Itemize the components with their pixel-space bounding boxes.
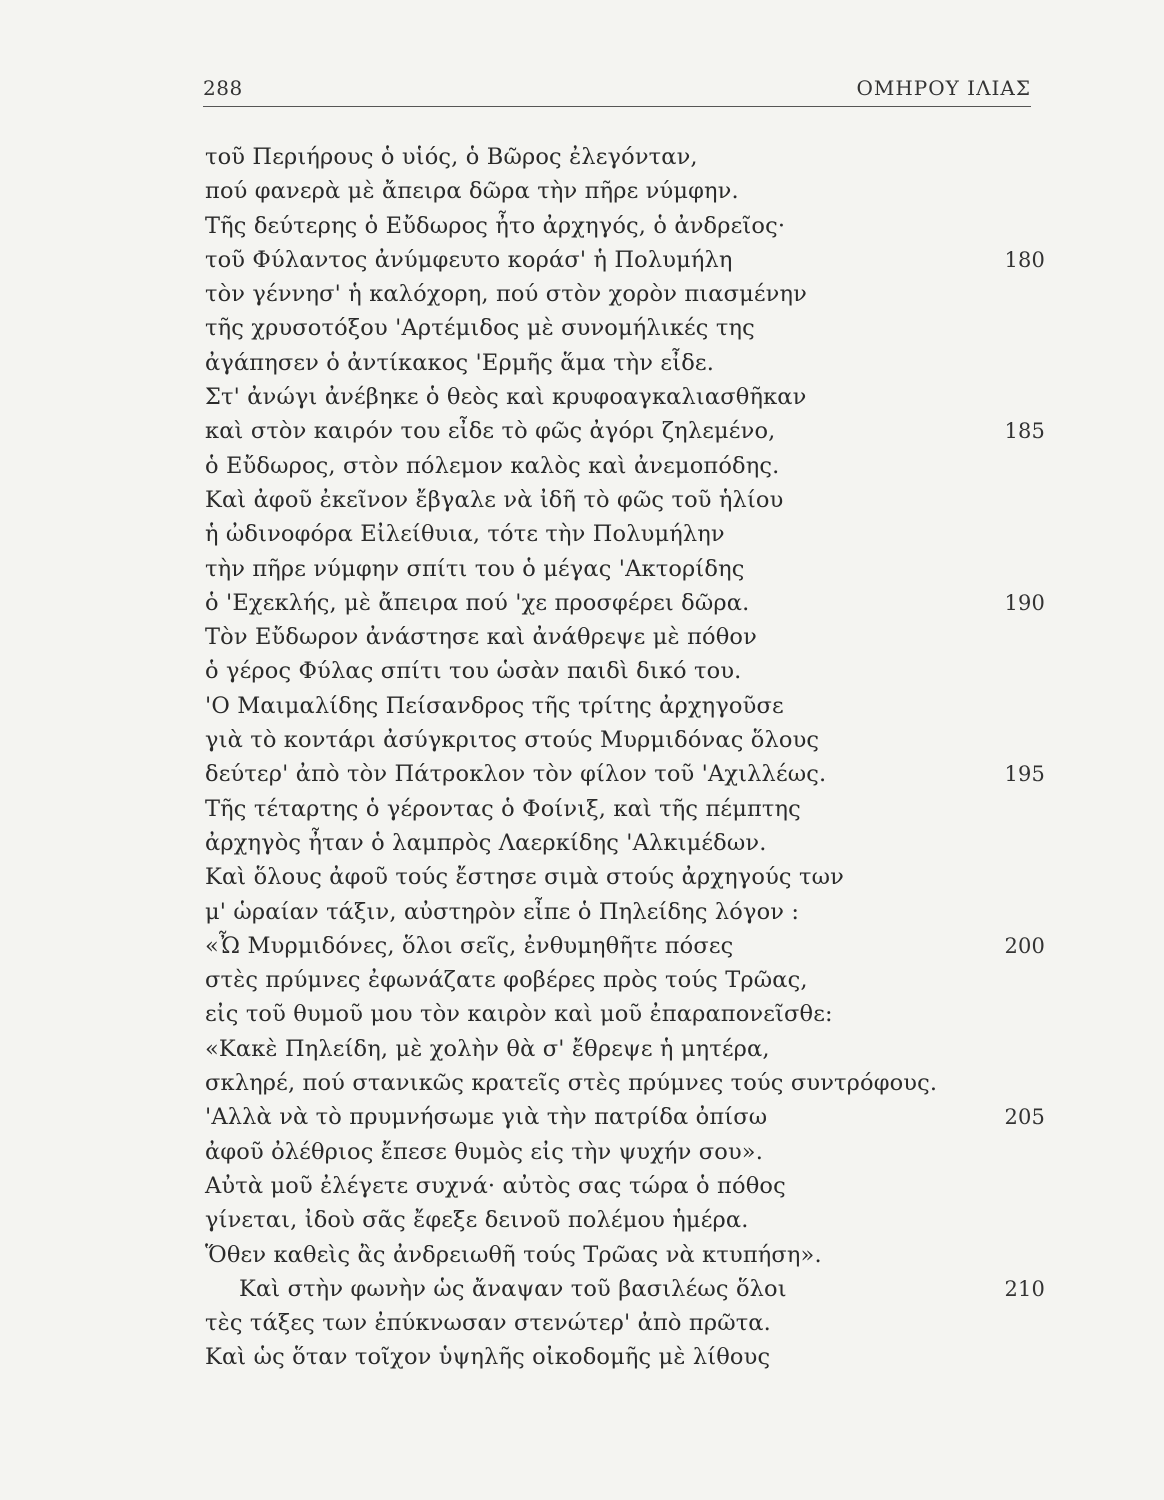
page-number: 288 — [203, 76, 243, 100]
verse-line — [205, 517, 1045, 551]
verse-text: στὲς πρύμνες ἐφωνάζατε φοβέρες πρὸς τούς Τρῶας, — [205, 967, 808, 994]
verse-text: ἡ ὠδινοφόρα Εἰλείθυια, τότε τὴν Πολυμήλην — [205, 521, 725, 548]
verse-text: ἀρχηγὸς ἦταν ὁ λαμπρὸς Λαερκίδης 'Αλκιμέδων. — [205, 829, 767, 856]
verse-number: 205 — [1004, 1105, 1045, 1130]
verse-line — [205, 552, 1045, 586]
verse-line — [205, 963, 1045, 997]
verse-text: καὶ στὸν καιρόν του εἶδε τὸ φῶς ἀγόρι ζηλεμένο, — [205, 418, 776, 445]
verse-text: 'Ο Μαιμαλίδης Πείσανδρος τῆς τρίτης ἀρχηγοῦσε — [205, 692, 784, 719]
verse-line — [205, 1306, 1045, 1340]
verse-text: ὁ γέρος Φύλας σπίτι του ὡσὰν παιδὶ δικό του. — [205, 658, 742, 685]
verse-line — [205, 1032, 1045, 1066]
verse-line — [205, 483, 1045, 517]
verse-text: Καὶ ἀφοῦ ἐκεῖνον ἔβγαλε νὰ ἰδῆ τὸ φῶς τοῦ ἡλίου — [205, 486, 784, 513]
verse-number: 210 — [1004, 1276, 1045, 1301]
verse-line — [205, 620, 1045, 654]
verse-text: Καὶ ὡς ὅταν τοῖχον ὑψηλῆς οἰκοδομῆς μὲ λίθους — [205, 1344, 771, 1371]
verse-line — [205, 449, 1045, 483]
verse-text: 'Αλλὰ νὰ τὸ πρυμνήσωμε γιὰ τὴν πατρίδα ὀπίσω — [205, 1104, 768, 1131]
verse-text: τὲς τάξες των ἐπύκνωσαν στενώτερ' ἀπὸ πρῶτα. — [205, 1310, 771, 1337]
verse-line — [205, 826, 1045, 860]
verse-line — [205, 1203, 1045, 1237]
verse-line — [205, 346, 1045, 380]
verse-line — [205, 1238, 1045, 1272]
verse-text: τὴν πῆρε νύμφην σπίτι του ὁ μέγας 'Ακτορίδης — [205, 555, 745, 582]
verse-line — [205, 929, 1045, 963]
verse-line — [205, 654, 1045, 688]
running-title: ΟΜΗΡΟΥ ΙΛΙΑΣ — [856, 76, 1031, 100]
verse-line — [205, 895, 1045, 929]
verse-text: τῆς χρυσοτόξου 'Αρτέμιδος μὲ συνομήλικές της — [205, 315, 755, 342]
verse-line — [205, 586, 1045, 620]
verse-line — [205, 860, 1045, 894]
verse-text: Τὸν Εὔδωρον ἀνάστησε καὶ ἀνάθρεψε μὲ πόθον — [205, 624, 757, 651]
verse-line — [205, 1272, 1045, 1306]
verse-text: ἀφοῦ ὀλέθριος ἔπεσε θυμὸς εἰς τὴν ψυχήν σου». — [205, 1138, 764, 1165]
verse-line — [205, 243, 1045, 277]
verse-line — [205, 1100, 1045, 1134]
verse-text: Ὅθεν καθεὶς ἂς ἀνδρειωθῆ τούς Τρῶας νὰ κτυπήση». — [205, 1241, 822, 1268]
verse-line — [205, 689, 1045, 723]
page-header — [203, 72, 1031, 107]
verse-text: γίνεται, ἰδοὺ σᾶς ἔφεξε δεινοῦ πολέμου ἡμέρα. — [205, 1207, 749, 1234]
verse-text: Αὐτὰ μοῦ ἐλέγετε συχνά· αὐτὸς σας τώρα ὁ πόθος — [205, 1172, 786, 1199]
verse-line — [205, 311, 1045, 345]
verse-text: τὸν γέννησ' ἡ καλόχορη, πού στὸν χορὸν πιασμένην — [205, 281, 807, 308]
verse-line — [205, 997, 1045, 1031]
verse-text: σκληρέ, πού στανικῶς κρατεῖς στὲς πρύμνες τούς συντρόφους. — [205, 1070, 938, 1097]
verse-text: Τῆς δεύτερης ὁ Εὔδωρος ἦτο ἀρχηγός, ὁ ἀνδρεῖος· — [205, 212, 786, 239]
verse-text: εἰς τοῦ θυμοῦ μου τὸν καιρὸν καὶ μοῦ ἐπαραπονεῖσθε: — [205, 1001, 833, 1028]
verse-number: 185 — [1004, 419, 1045, 444]
verse-text: πού φανερὰ μὲ ἄπειρα δῶρα τὴν πῆρε νύμφην. — [205, 178, 739, 205]
verse-line — [205, 414, 1045, 448]
verse-text: Καὶ στὴν φωνὴν ὡς ἄναψαν τοῦ βασιλέως ὅλοι — [239, 1275, 787, 1302]
verse-text: «Ὦ Μυρμιδόνες, ὅλοι σεῖς, ἐνθυμηθῆτε πόσες — [205, 932, 734, 959]
verse-line — [205, 174, 1045, 208]
verse-text: τοῦ Φύλαντος ἀνύμφευτο κοράσ' ἡ Πολυμήλη — [205, 246, 733, 273]
verse-line — [205, 380, 1045, 414]
verse-text: δεύτερ' ἀπὸ τὸν Πάτροκλον τὸν φίλον τοῦ 'Αχιλλέως. — [205, 761, 827, 788]
verse-text-block — [205, 140, 1045, 1375]
verse-number: 200 — [1004, 933, 1045, 958]
verse-text: ὁ Εὔδωρος, στὸν πόλεμον καλὸς καὶ ἀνεμοπόδης. — [205, 452, 780, 479]
verse-text: «Κακὲ Πηλείδη, μὲ χολὴν θὰ σ' ἔθρεψε ἡ μητέρα, — [205, 1035, 770, 1062]
verse-line — [205, 723, 1045, 757]
verse-line — [205, 277, 1045, 311]
verse-number: 180 — [1004, 247, 1045, 272]
verse-text: Καὶ ὅλους ἀφοῦ τούς ἔστησε σιμὰ στούς ἀρχηγούς των — [205, 864, 844, 891]
verse-text: Τῆς τέταρτης ὁ γέροντας ὁ Φοίνιξ, καὶ τῆς πέμπτης — [205, 795, 801, 822]
verse-number: 190 — [1004, 590, 1045, 615]
verse-text: γιὰ τὸ κοντάρι ἀσύγκριτος στούς Μυρμιδόνας ὅλους — [205, 727, 820, 754]
verse-text: ἀγάπησεν ὁ ἀντίκακος 'Ερμῆς ἅμα τὴν εἶδε. — [205, 349, 715, 376]
verse-line — [205, 209, 1045, 243]
verse-text: Στ' ἀνώγι ἀνέβηκε ὁ θεὸς καὶ κρυφοαγκαλιασθῆκαν — [205, 384, 807, 411]
verse-line — [205, 792, 1045, 826]
verse-line — [205, 1169, 1045, 1203]
verse-line — [205, 1340, 1045, 1374]
verse-line — [205, 1066, 1045, 1100]
verse-text: ὁ 'Εχεκλής, μὲ ἄπειρα πού 'χε προσφέρει δῶρα. — [205, 589, 750, 616]
verse-line — [205, 757, 1045, 791]
verse-number: 195 — [1004, 762, 1045, 787]
verse-line — [205, 140, 1045, 174]
verse-text: τοῦ Περιήρους ὁ υἱός, ὁ Βῶρος ἐλεγόνταν, — [205, 144, 698, 170]
verse-text: μ' ὡραίαν τάξιν, αὐστηρὸν εἶπε ὁ Πηλείδης λόγον : — [205, 898, 800, 925]
verse-line — [205, 1135, 1045, 1169]
